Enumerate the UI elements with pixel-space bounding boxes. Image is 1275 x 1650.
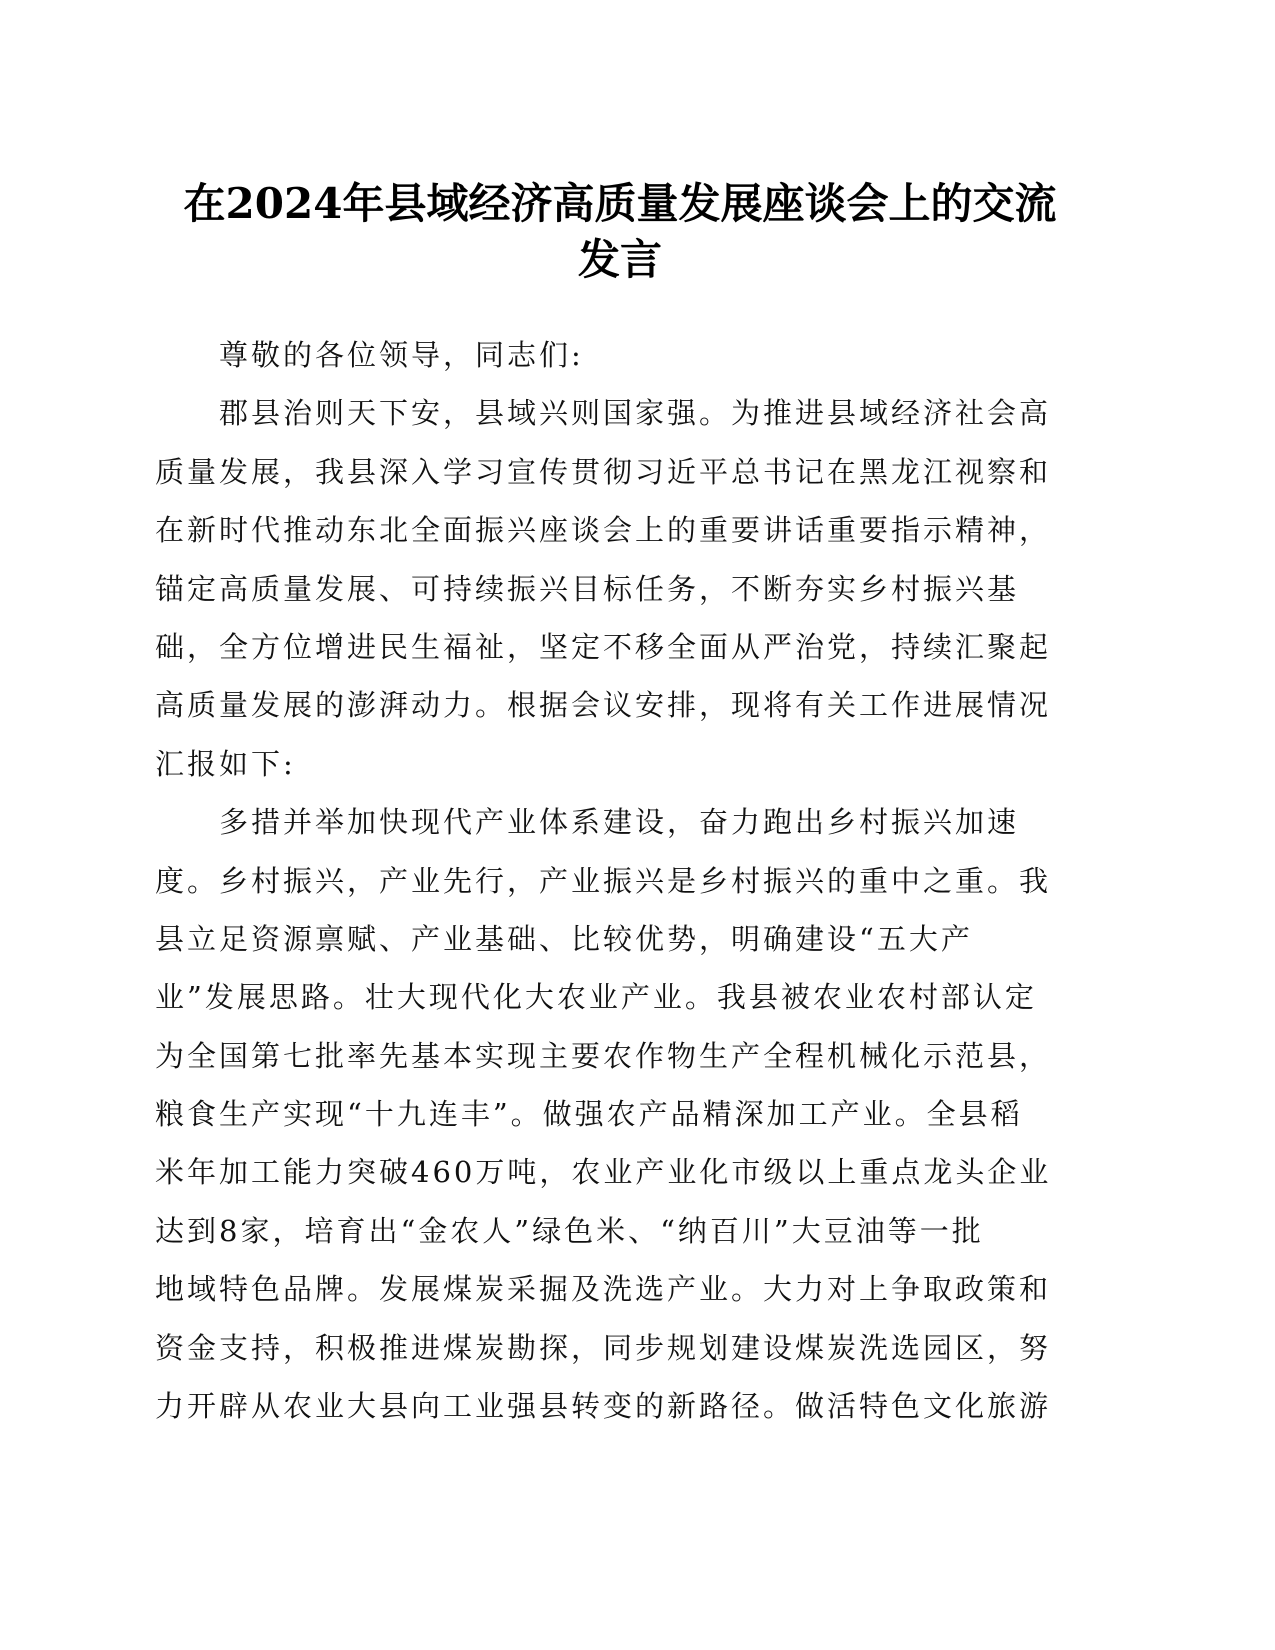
paragraph-line: 业”发展思路。壮大现代化大农业产业。我县被农业农村部认定 [155, 980, 1037, 1015]
paragraph-line: 粮食生产实现“十九连丰”。做强农产品精深加工产业。全县稻 [155, 1097, 1023, 1132]
paragraph-line: 达到8家，培育出“金农人”绿色米、“纳百川”大豆油等一批 [155, 1213, 984, 1248]
paragraph-line: 力开辟从农业大县向工业强县转变的新路径。做活特色文化旅游 [155, 1389, 1052, 1424]
greeting: 尊敬的各位领导，同志们: [219, 338, 584, 372]
paragraph-2 [155, 793, 1085, 1435]
paragraph-line: 资金支持，积极推进煤炭勘探，同步规划建设煤炭洗选园区，努 [155, 1330, 1052, 1365]
document-title [150, 176, 1090, 288]
paragraph-line: 地域特色品牌。发展煤炭采掘及洗选产业。大力对上争取政策和 [155, 1272, 1052, 1307]
title-line-2: 发言 [577, 235, 662, 284]
document-body [155, 326, 1085, 1435]
paragraph-line: 础，全方位增进民生福祉，坚定不移全面从严治党，持续汇聚起 [155, 629, 1052, 664]
paragraph-line: 为全国第七批率先基本实现主要农作物生产全程机械化示范县， [155, 1038, 1052, 1073]
paragraph-line: 县立足资源禀赋、产业基础、比较优势，明确建设“五大产 [155, 921, 973, 956]
paragraph-line: 质量发展，我县深入学习宣传贯彻习近平总书记在黑龙江视察和 [155, 454, 1052, 489]
paragraph-line: 在新时代推动东北全面振兴座谈会上的重要讲话重要指示精神， [155, 513, 1052, 548]
paragraph-line: 多措并举加快现代产业体系建设，奋力跑出乡村振兴加速 [219, 805, 1020, 840]
title-line-1: 在2024年县域经济高质量发展座谈会上的交流 [183, 179, 1057, 228]
paragraph-line: 汇报如下: [155, 746, 296, 781]
paragraph-line: 郡县治则天下安，县域兴则国家强。为推进县域经济社会高 [219, 396, 1052, 431]
paragraph-line: 米年加工能力突破460万吨，农业产业化市级以上重点龙头企业 [155, 1155, 1052, 1190]
paragraph-line: 高质量发展的澎湃动力。根据会议安排，现将有关工作进展情况 [155, 688, 1052, 723]
paragraph-1 [155, 384, 1085, 793]
paragraph-line: 锚定高质量发展、可持续振兴目标任务，不断夯实乡村振兴基 [155, 571, 1020, 606]
paragraph-line: 度。乡村振兴，产业先行，产业振兴是乡村振兴的重中之重。我 [155, 863, 1052, 898]
